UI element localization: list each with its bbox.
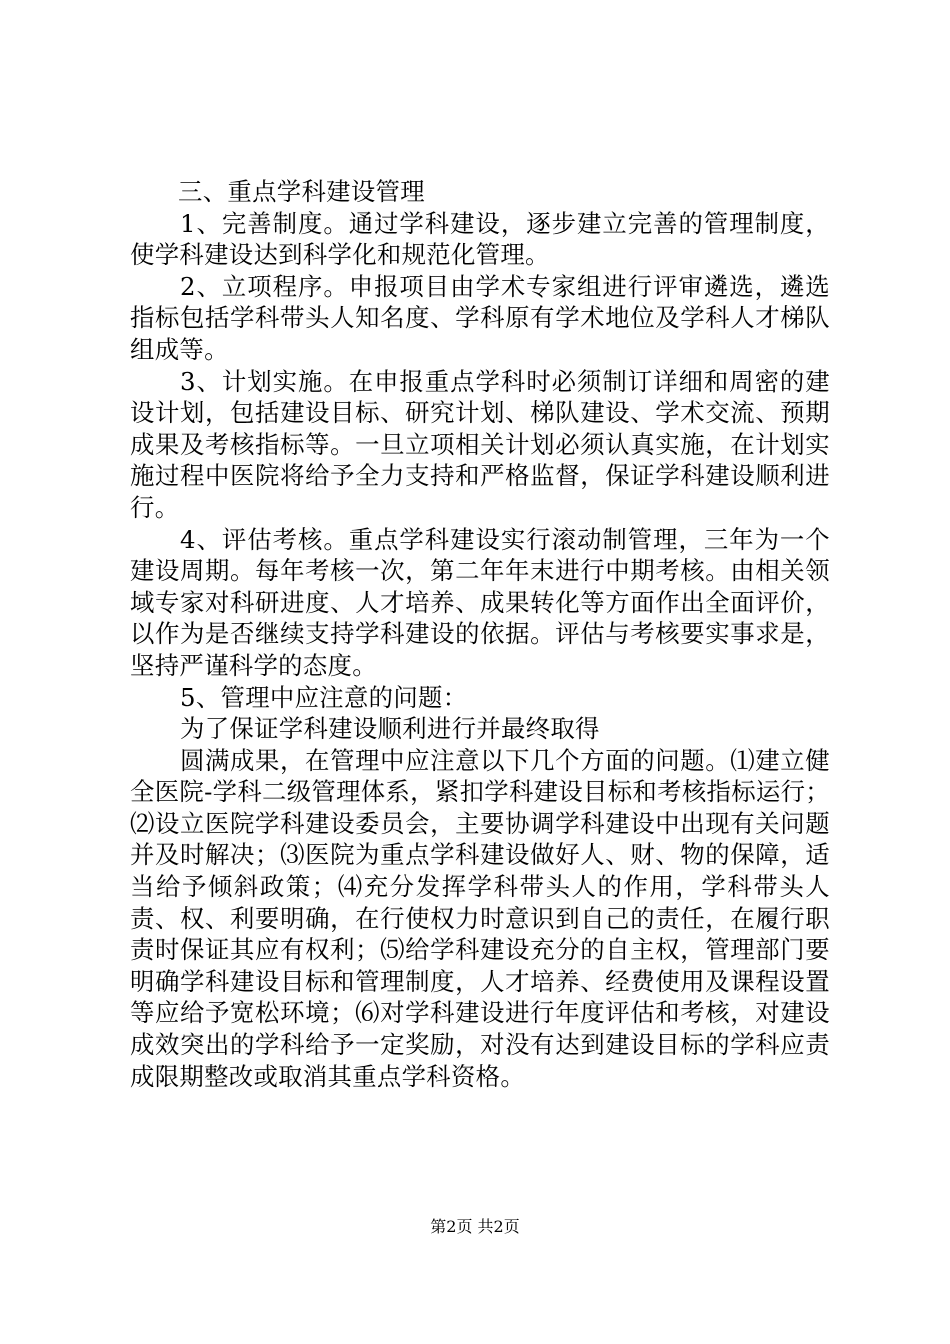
page-footer: 第2页 共2页	[430, 1217, 520, 1236]
paragraph-4: 4、评估考核。重点学科建设实行滚动制管理，三年为一个建设周期。每年考核一次，第二年年末进行中期考核。由相关领域专家对科研进度、人才培养、成果转化等方面作出全面评价，以作为是否继续支持学科建设的依据。评估与考核要实事求是，坚持严谨科学的态度。	[130, 524, 830, 680]
paragraph-2: 2、立项程序。申报项目由学术专家组进行评审遴选，遴选指标包括学科带头人知名度、学科原有学术地位及学科人才梯队组成等。	[130, 271, 830, 364]
document-body	[130, 176, 830, 1092]
paragraph-3: 3、计划实施。在申报重点学科时必须制订详细和周密的建设计划，包括建设目标、研究计划、梯队建设、学术交流、预期成果及考核指标等。一旦立项相关计划必须认真实施，在计划实施过程中医院将给予全力支持和严格监督，保证学科建设顺利进行。	[130, 366, 830, 522]
section-heading: 三、重点学科建设管理	[178, 177, 425, 206]
paragraph-1: 1、完善制度。通过学科建设，逐步建立完善的管理制度，使学科建设达到科学化和规范化管理。	[130, 208, 830, 270]
paragraph-5: 5、管理中应注意的问题：	[180, 682, 468, 712]
paragraph-7: 圆满成果，在管理中应注意以下几个方面的问题。⑴建立健全医院-学科二级管理体系，紧扣学科建设目标和考核指标运行；⑵设立医院学科建设委员会，主要协调学科建设中出现有关问题并及时解决；⑶医院为重点学科建设做好人、财、物的保障，适当给予倾斜政策；⑷充分发挥学科带头人的作用，学科带头人责、权、利要明确，在行使权力时意识到自己的责任，在履行职责时保证其应有权利；⑸给学科建设充分的自主权，管理部门要明确学科建设目标和管理制度，人才培养、经费使用及课程设置等应给予宽松环境；⑹对学科建设进行年度评估和考核，对建设成效突出的学科给予一定奖励，对没有达到建设目标的学科应责成限期整改或取消其重点学科资格。	[130, 745, 830, 1091]
paragraph-6: 为了保证学科建设顺利进行并最终取得	[180, 714, 600, 744]
